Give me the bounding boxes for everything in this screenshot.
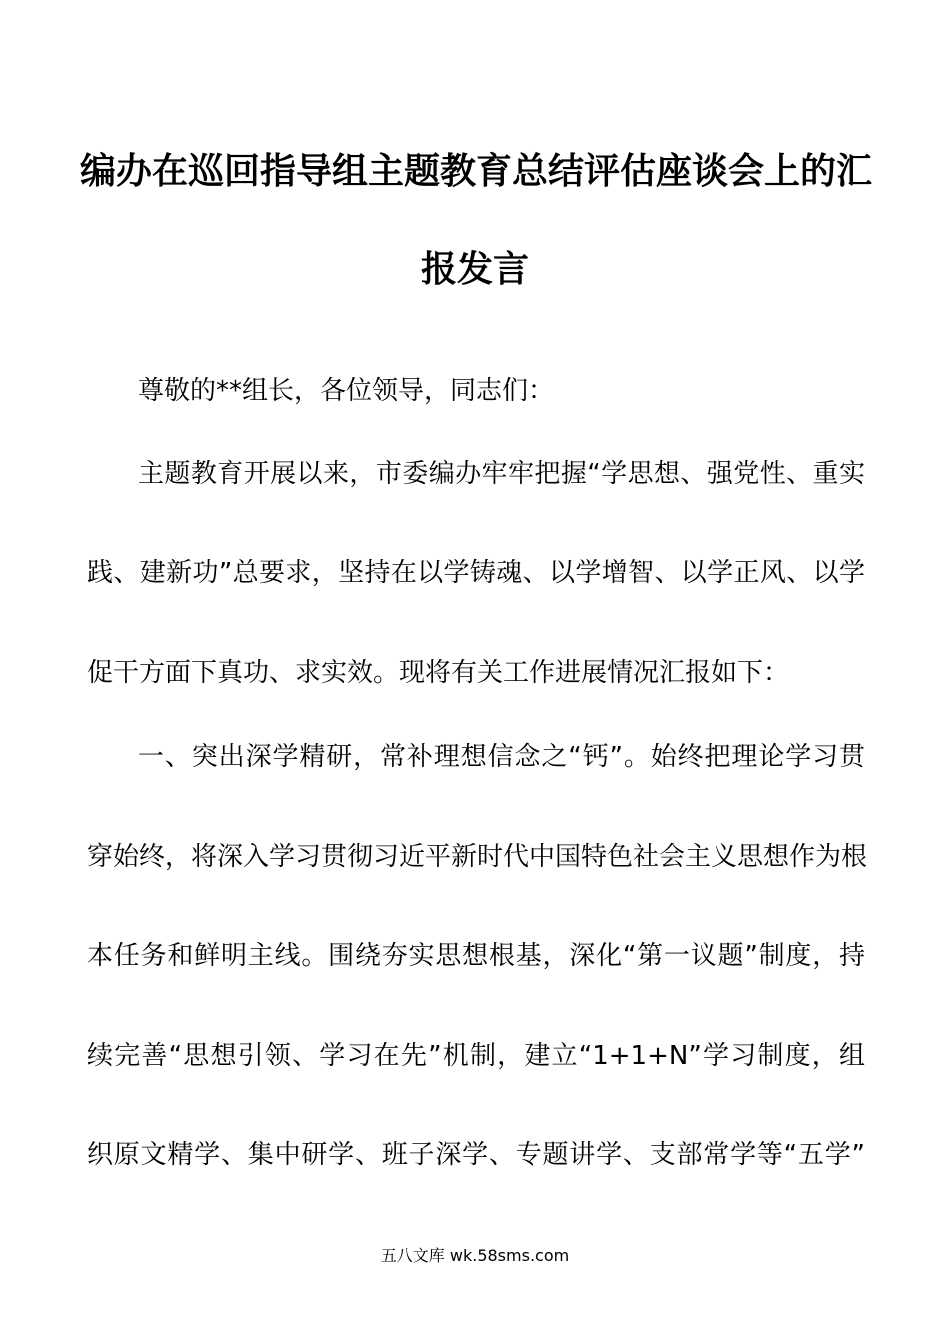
paragraph-2-line-5: 织原文精学、集中研学、班子深学、专题讲学、支部常学等“五学” [87, 1140, 865, 1170]
salutation: 尊敬的**组长，各位领导，同志们： [138, 376, 555, 406]
paragraph-2-line-3: 本任务和鲜明主线。围绕夯实思想根基，深化“第一议题”制度，持 [87, 941, 865, 971]
paragraph-2-line-1: 一、突出深学精研，常补理想信念之“钙”。始终把理论学习贯 [138, 742, 865, 772]
paragraph-2-line-2: 穿始终，将深入学习贯彻习近平新时代中国特色社会主义思想作为根 [87, 842, 868, 872]
document-title-line-2: 报发言 [420, 249, 529, 290]
paragraph-1-line-1: 主题教育开展以来，市委编办牢牢把握“学思想、强党性、重实 [138, 459, 865, 489]
paragraph-1-line-3: 促干方面下真功、求实效。现将有关工作进展情况汇报如下： [87, 658, 790, 688]
paragraph-2-line-4: 续完善“思想引领、学习在先”机制，建立“1+1+N”学习制度，组 [87, 1041, 865, 1071]
paragraph-1-line-2: 践、建新功”总要求，坚持在以学铸魂、以学增智、以学正风、以学 [87, 558, 865, 588]
document-title-line-1: 编办在巡回指导组主题教育总结评估座谈会上的汇 [80, 151, 873, 192]
footer-watermark-text: 五八文库 wk.58sms.com [380, 1246, 570, 1265]
